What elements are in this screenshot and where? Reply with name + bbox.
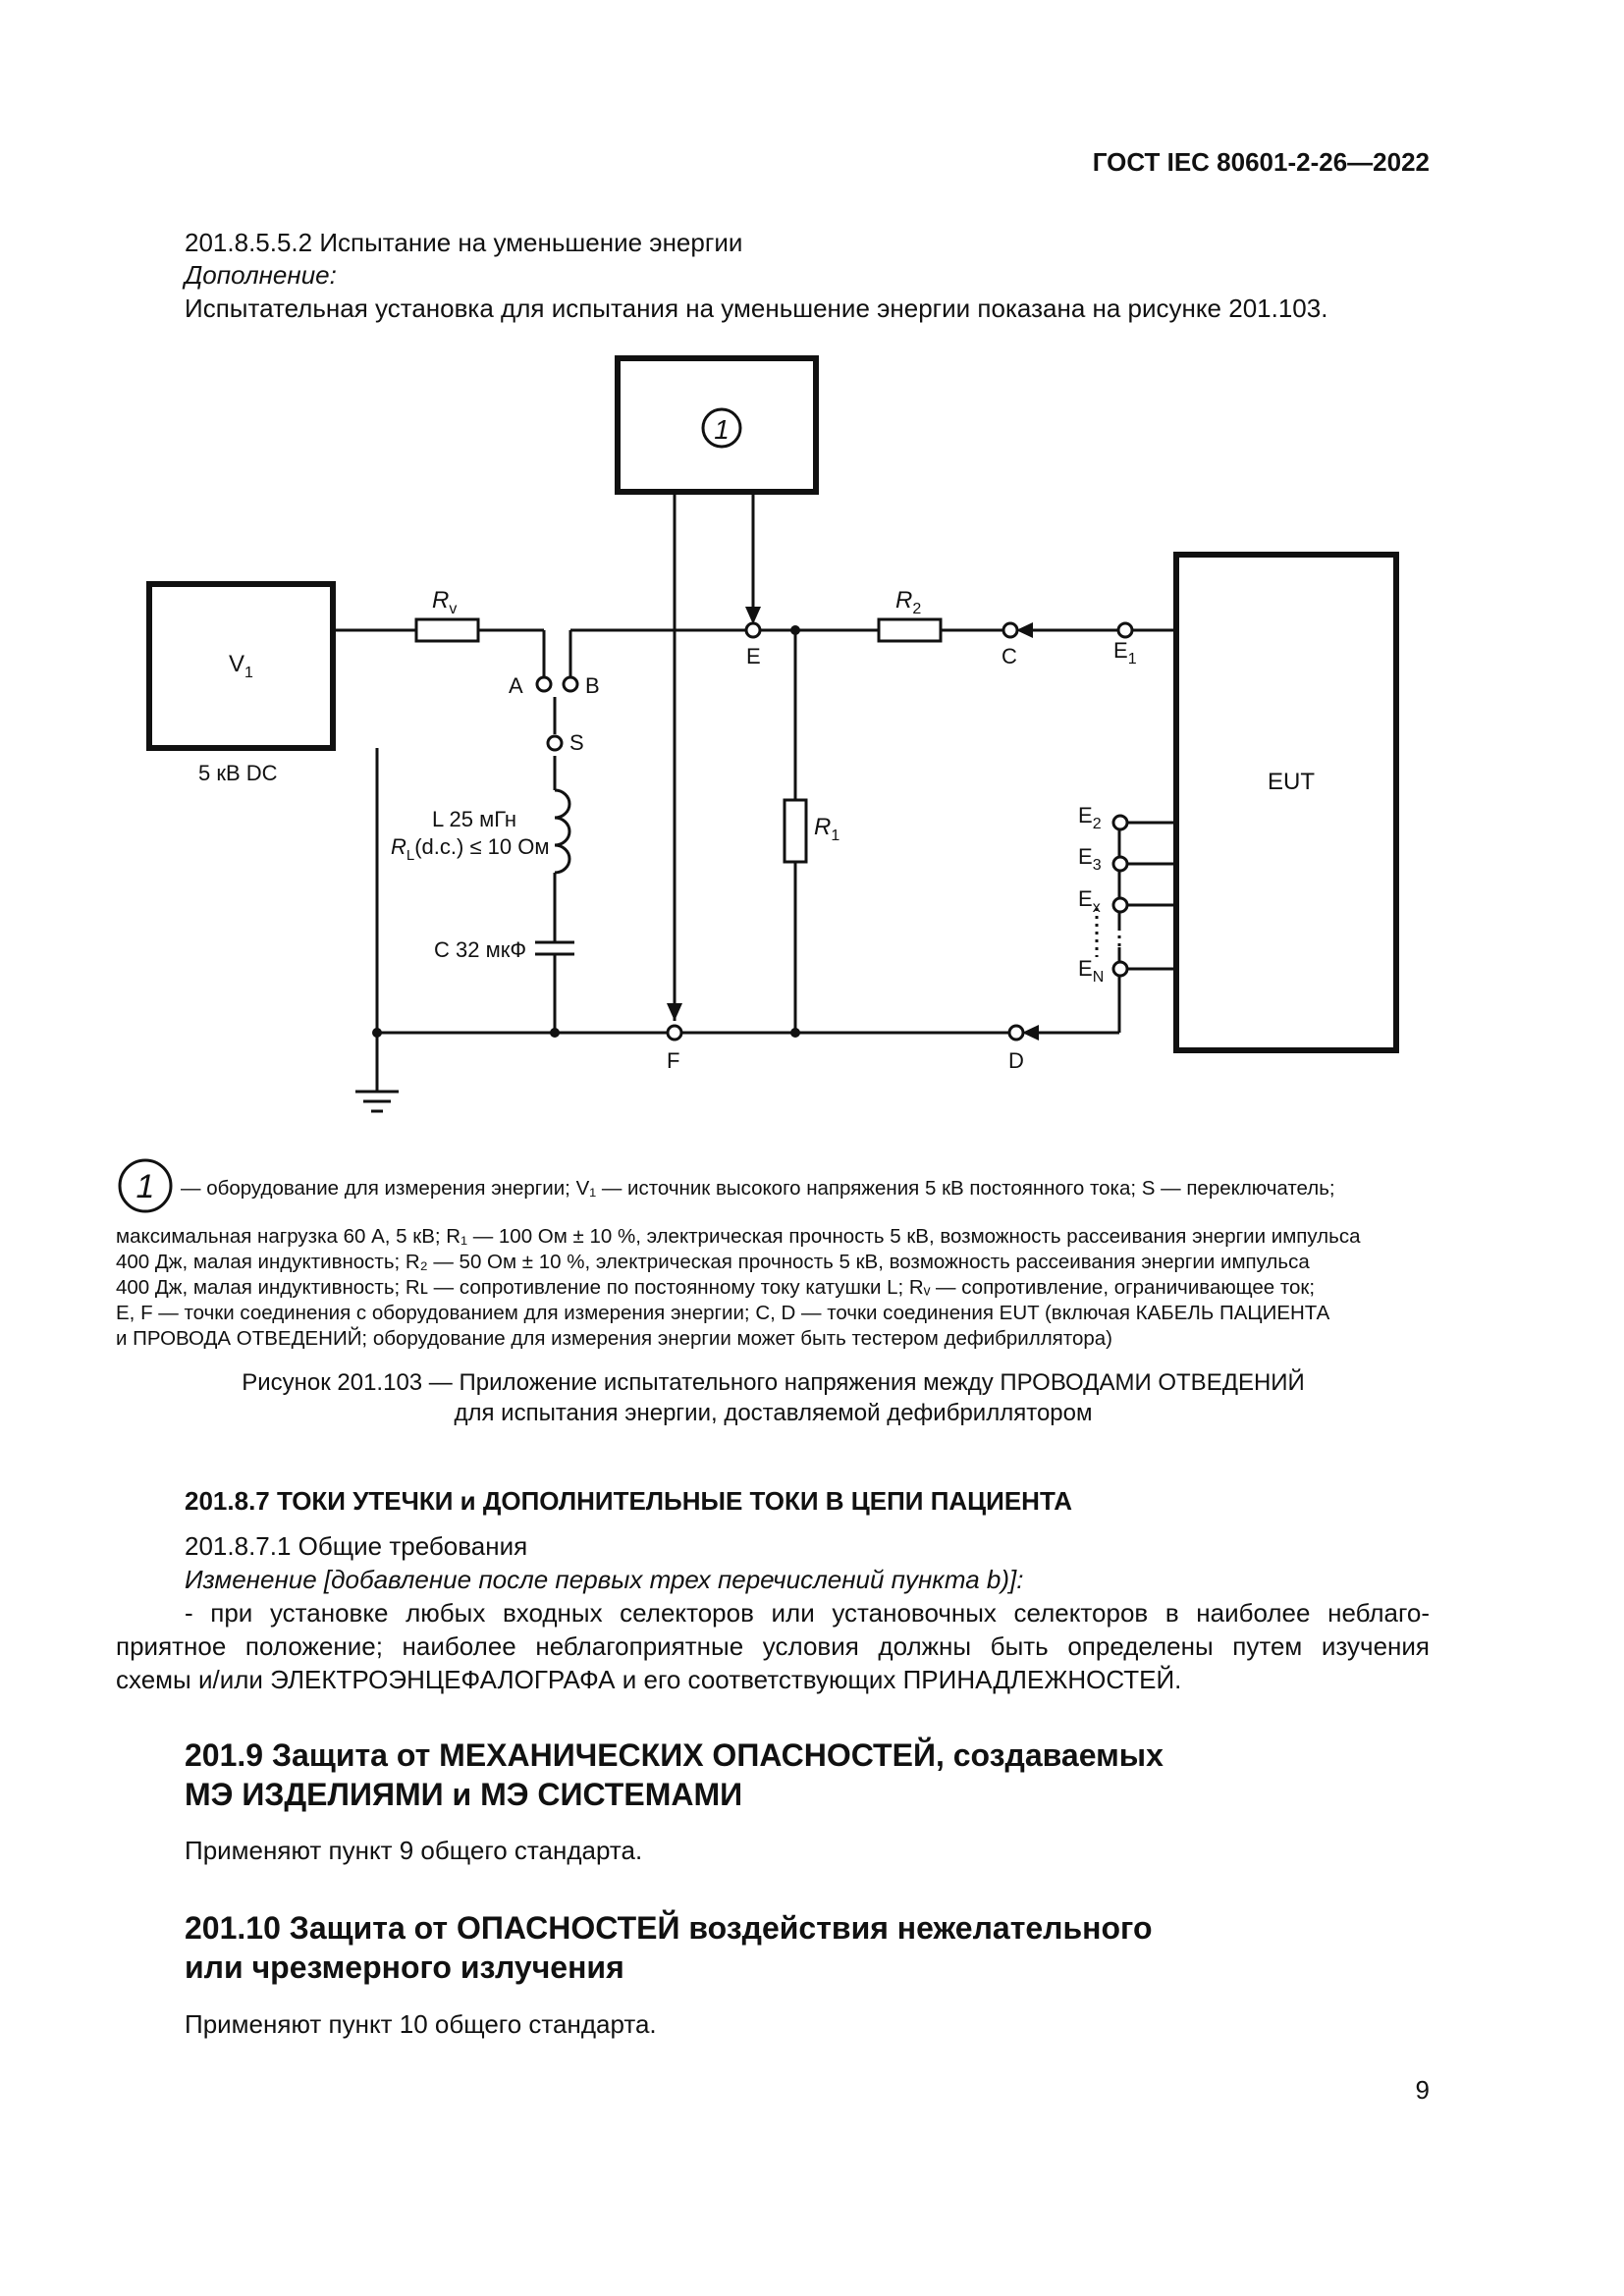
paragraph-line-1: - при установке любых входных селекторов или установочных селекторов в наиболее неблаго- [185,1598,1430,1628]
node-d-label: D [1008,1048,1024,1073]
legend-circle-icon [114,1156,177,1215]
v1-caption: 5 кВ DC [198,761,278,785]
terminal-d [1009,1026,1023,1040]
subsection-title: 201.8.7.1 Общие требования [185,1531,528,1561]
svg-text:1: 1 [135,1168,155,1205]
figure-caption-line-1: Рисунок 201.103 — Приложение испытательного напряжения между ПРОВОДАМИ ОТВЕДЕНИЙ [242,1369,1305,1396]
node-f-label: F [667,1048,680,1073]
section-text: Испытательная установка для испытания на уменьшение энергии показана на рисунке 201.103. [185,294,1328,323]
r2-label: $R_2$ [895,587,922,617]
eut-box [1176,555,1396,1050]
terminal-e2 [1113,816,1127,829]
arrow-to-c [1016,622,1033,638]
resistor-r1 [785,800,806,862]
legend-line-3: 400 Дж, малая индуктивность; Rʟ — сопротивление по постоянному току катушки L; Rᵥ — сопротивление, ограничивающее ток; [116,1276,1316,1299]
legend-line-4: E, F — точки соединения с оборудованием для измерения энергии; C, D — точки соединения EUT (включая КАБЕЛЬ ПАЦИЕНТА [116,1302,1330,1324]
terminal-c [1003,623,1017,637]
legend-line-5: и ПРОВОДА ОТВЕДЕНИЙ; оборудование для измерения энергии может быть тестером дефибриллятора) [116,1327,1112,1350]
capacitor-label: С 32 мкФ [434,937,527,962]
e1-label: $E_1$ [1113,638,1137,667]
terminal-a [537,677,551,691]
terminal-en [1113,962,1127,976]
arrow-to-e [745,607,761,624]
figure-caption-line-2: для испытания энергии, доставляемой дефибриллятором [454,1400,1093,1426]
section-9-heading-line-2: МЭ ИЗДЕЛИЯМИ и МЭ СИСТЕМАМИ [185,1777,743,1812]
r1-label: $R_1$ [814,814,840,844]
terminal-e1 [1118,623,1132,637]
arrow-to-f [667,1003,682,1021]
node-s-label: S [569,730,584,755]
terminal-s [548,736,562,750]
legend-line-2: 400 Дж, малая индуктивность; R₂ — 50 Ом ± 10 %, электрическая прочность 5 кВ, возможность рассеивания энергии импульса [116,1251,1310,1273]
e2-label: $E_2$ [1078,803,1102,832]
section-10-heading-line-2: или чрезмерного излучения [185,1949,624,1985]
node-c-label: C [1001,644,1017,668]
section-heading: 201.8.7 ТОКИ УТЕЧКИ и ДОПОЛНИТЕЛЬНЫЕ ТОКИ В ЦЕПИ ПАЦИЕНТА [185,1486,1072,1516]
en-label: $E_N$ [1078,956,1105,986]
section-10-text: Применяют пункт 10 общего стандарта. [185,2009,657,2039]
node-b-label: B [585,673,600,698]
section-10-heading-line-1: 201.10 Защита от ОПАСНОСТЕЙ воздействия нежелательного [185,1910,1153,1946]
page-number: 9 [1415,2075,1430,2105]
inductor-label: L 25 мГн [432,807,517,831]
section-9-heading-line-1: 201.9 Защита от МЕХАНИЧЕСКИХ ОПАСНОСТЕЙ, создаваемых [185,1737,1164,1773]
terminal-e3 [1113,857,1127,871]
ex-label: $E_x$ [1078,886,1101,916]
resistor-r2 [879,619,941,641]
node-e-label: E [746,644,761,668]
terminal-e [746,623,760,637]
legend-line-1: максимальная нагрузка 60 А, 5 кВ; R₁ — 100 Ом ± 10 %, электрическая прочность 5 кВ, возможность рассеивания энергии импульса [116,1225,1361,1248]
paragraph-line-2: приятное положение; наиболее неблагоприятные условия должны быть определены путем изучения [116,1631,1430,1661]
inductor-rl-label: $R_L(d.c.) \le 10$ Ом [391,834,550,864]
inductor-coil [555,790,569,873]
terminal-b [564,677,577,691]
section-note: Дополнение: [185,260,337,290]
resistor-rv [416,619,478,641]
terminal-f [668,1026,681,1040]
node-a-label: A [509,673,523,698]
paragraph-line-3: схемы и/или ЭЛЕКТРОЭНЦЕФАЛОГРАФА и его соответствующих ПРИНАДЛЕЖНОСТЕЙ. [116,1665,1182,1694]
arrow-to-d [1022,1025,1039,1041]
section-9-text: Применяют пункт 9 общего стандарта. [185,1836,643,1865]
legend-first-line: — оборудование для измерения энергии; V₁ — источник высокого напряжения 5 кВ постоянного тока; S — переключатель; [181,1177,1335,1200]
subsection-note: Изменение [добавление после первых трех перечислений пункта b)]: [185,1565,1024,1594]
e3-label: $E_3$ [1078,844,1102,874]
eut-label: EUT [1268,769,1315,795]
rv-label: $R_v$ [432,587,458,617]
section-title: 201.8.5.5.2 Испытание на уменьшение энергии [185,228,743,257]
box1-label: 1 [714,414,730,445]
document-id: ГОСТ IEC 80601-2-26—2022 [1092,147,1430,177]
terminal-ex [1113,898,1127,912]
v1-label: $V_1$ [229,651,253,681]
